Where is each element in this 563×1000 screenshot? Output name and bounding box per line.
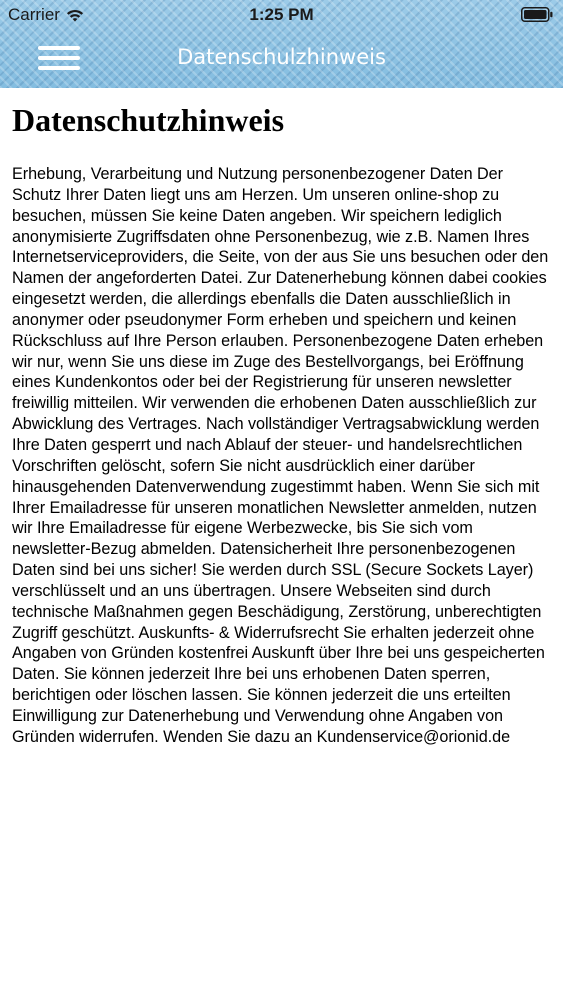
privacy-body-text: Erhebung, Verarbeitung und Nutzung personenbezogener Daten Der Schutz Ihrer Daten liegt uns am Herzen. Um unseren online-shop zu besuchen, müssen Sie keine Daten angeben. Wir speichern lediglich anonymisierte Zugriffsdaten ohne Personenbezug, wie z.B. Namen Ihres Internetserviceproviders, die Seite, von der aus Sie uns besuchen oder den Namen der angeforderten Datei. Zur Datenerhebung können dabei cookies eingesetzt werden, die allerdings ebenfalls die Daten ausschließlich in anonymer oder pseudonymer Form erheben und speichern und keinen Rückschluss auf Ihre Person erlauben. Personenbezogene Daten erheben wir nur, wenn Sie uns diese im Zuge des Bestellvorgangs, bei Eröffnung eines Kundenkontos oder bei der Registrierung für unseren newsletter freiwillig mitteilen. Wir verwenden die erhobenen Daten ausschließlich zur Abwicklung des Vertrages. Nach vollständiger Vertragsabwicklung werden Ihre Daten gesperrt und nach Ablauf der steuer- und handelsrechtlichen Vorschriften gelöscht, sofern Sie nicht ausdrücklich einer darüber hinausgehenden Datenverwendung zugestimmt haben. Wenn Sie sich mit Ihrer Emailadresse für unseren monatlichen Newsletter anmelden, nutzen wir Ihre Emailadresse für eigene Werbezwecke, bis Sie sich vom newsletter-Bezug abmelden. Datensicherheit Ihre personenbezogenen Daten sind bei uns sicher! Sie werden durch SSL (Secure Sockets Layer) verschlüsselt und an uns übertragen. Unsere Webseiten sind durch technische Maßnahmen gegen Beschädigung, Zerstörung, unberechtigten Zugriff geschützt. Auskunfts- & Widerrufsrecht Sie erhalten jederzeit ohne Angaben von Gründen kostenfrei Auskunft über Ihre bei uns gespeicherten Daten. Sie können jederzeit Ihre bei uns erhobenen Daten sperren, berichtigen oder löschen lassen. Sie können jederzeit die uns erteilten Einwilligung zur Datenerhebung und Verwendung ohne Angaben von Gründen widerrufen. Wenden Sie dazu an Kundenservice@orionid.de [12,165,549,746]
page-title: Datenschutzhinweis [12,102,285,138]
carrier-label: Carrier [8,5,60,24]
status-bar [0,0,563,30]
navigation-bar [0,30,563,88]
battery-icon [521,7,553,22]
nav-title: Datenschulzhinweis [177,45,386,69]
top-bar [0,0,563,88]
privacy-content [12,88,552,748]
status-time: 1:25 PM [249,5,314,24]
